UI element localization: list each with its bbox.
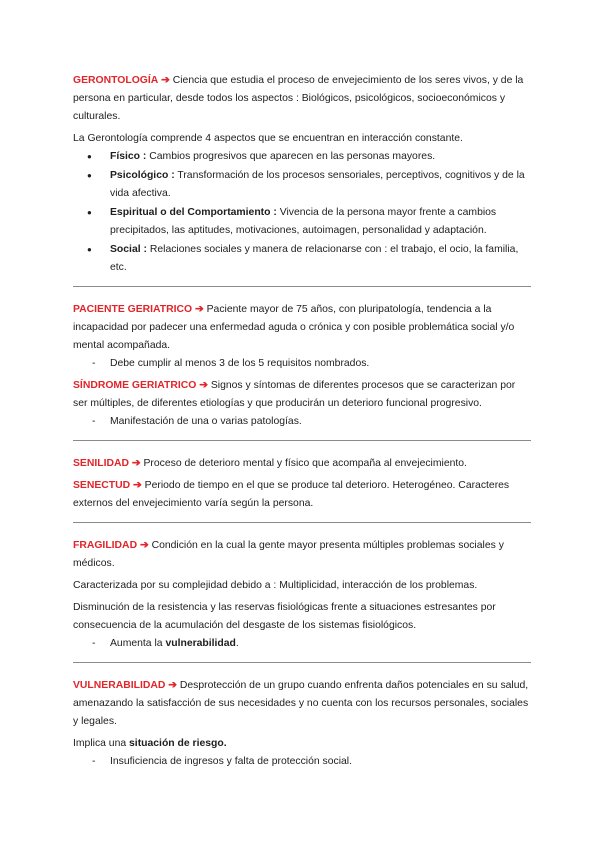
aspects-list xyxy=(73,148,531,277)
arrow-icon: ➔ xyxy=(195,304,204,315)
definition-text: Condición en la cual la gente mayor presenta múltiples problemas sociales y médicos. xyxy=(73,540,504,569)
arrow-icon: ➔ xyxy=(139,540,149,551)
fragilidad-paragraph: Disminución de la resistencia y las reservas fisiológicas frente a situaciones estresantes por consecuencia de la acumulación del desgaste de los sistemas fisiológicos. xyxy=(73,602,496,631)
definition-vulnerabilidad xyxy=(73,677,531,731)
arrow-icon: ➔ xyxy=(161,75,170,86)
arrow-icon: ➔ xyxy=(168,680,177,691)
fragilidad-notes xyxy=(73,635,531,653)
sindrome-notes xyxy=(73,413,531,431)
arrow-icon: ➔ xyxy=(199,380,208,391)
aspect-text: Vivencia de la persona mayor frente a cambios precipitados, las aptitudes, motivaciones, autoimagen, personalidad y adaptación. xyxy=(110,207,497,236)
paciente-notes xyxy=(73,355,531,373)
list-item xyxy=(73,167,531,203)
note-suffix: . xyxy=(235,638,239,649)
aspect-label: Espiritual o del Comportamiento : xyxy=(110,207,277,218)
list-item xyxy=(73,204,531,240)
list-item: - Manifestación de una o varias patologías. xyxy=(73,413,531,431)
term-fragilidad: FRAGILIDAD xyxy=(73,540,138,551)
term-gerontologia: GERONTOLOGÍA xyxy=(73,75,159,86)
implica-prefix: Implica una xyxy=(73,738,130,749)
term-vulnerabilidad: VULNERABILIDAD xyxy=(73,680,166,691)
fragilidad-paragraph: Caracterizada por su complejidad debido a : Multiplicidad, interacción de los problemas. xyxy=(73,580,478,591)
vulnerabilidad-notes xyxy=(73,753,531,771)
section-divider xyxy=(73,440,531,441)
definition-sindrome-geriatrico xyxy=(73,377,531,413)
note-prefix: Aumenta la xyxy=(110,638,166,649)
section-divider xyxy=(73,286,531,287)
list-item: - Debe cumplir al menos 3 de los 5 requisitos nombrados. xyxy=(73,355,531,373)
aspect-label: Social : xyxy=(110,244,147,255)
list-item xyxy=(73,148,531,166)
definition-text: Periodo de tiempo en el que se produce tal deterioro. Heterogéneo. Caracteres externos del envejecimiento varía según la persona. xyxy=(73,480,510,509)
term-senilidad: SENILIDAD xyxy=(73,458,129,469)
arrow-icon: ➔ xyxy=(131,458,141,469)
definition-text: Proceso de deterioro mental y físico que acompaña al envejecimiento. xyxy=(140,458,467,469)
list-item xyxy=(73,635,531,653)
definition-text: Signos y síntomas de diferentes procesos que se caracterizan por ser múltiples, de diferentes etiologías y que producirán un deterioro funcional progresivo. xyxy=(73,380,516,409)
aspect-label: Físico : xyxy=(110,151,147,162)
aspect-text: Transformación de los procesos sensoriales, perceptivos, cognitivos y de la vida afectiva. xyxy=(110,170,525,199)
definition-text: Desprotección de un grupo cuando enfrenta daños potenciales en su salud, amenazando la satisfacción de sus necesidades y no cuenta con los recursos personales, sociales y legales. xyxy=(73,680,529,727)
definition-paciente-geriatrico xyxy=(73,301,531,355)
list-item xyxy=(73,241,531,277)
definition-gerontologia xyxy=(73,72,531,126)
term-senectud: SENECTUD xyxy=(73,480,131,491)
definition-text: Paciente mayor de 75 años, con pluripatología, tendencia a la incapacidad por padecer una enfermedad aguda o crónica y con posible problemática social y/o mental acompañada. xyxy=(73,304,515,351)
aspect-text: Cambios progresivos que aparecen en las personas mayores. xyxy=(146,151,436,162)
document-content xyxy=(73,72,531,771)
term-paciente-geriatrico: PACIENTE GERIATRICO xyxy=(73,304,193,315)
aspect-text: Relaciones sociales y manera de relacionarse con : el trabajo, el ocio, la familia, etc. xyxy=(110,244,519,273)
aspect-label: Psicológico : xyxy=(110,170,175,181)
term-sindrome-geriatrico: SÍNDROME GERIATRICO xyxy=(73,380,197,391)
section-divider xyxy=(73,662,531,663)
section-divider xyxy=(73,522,531,523)
vulnerabilidad-implica xyxy=(73,735,531,753)
arrow-icon: ➔ xyxy=(133,480,142,491)
definition-senilidad xyxy=(73,455,531,473)
gerontologia-intro: La Gerontología comprende 4 aspectos que se encuentran en interacción constante. xyxy=(73,133,463,144)
definition-fragilidad xyxy=(73,537,531,573)
list-item: - Insuficiencia de ingresos y falta de protección social. xyxy=(73,753,531,771)
definition-senectud xyxy=(73,477,531,513)
note-emphasis: vulnerabilidad xyxy=(165,638,236,649)
definition-text: Ciencia que estudia el proceso de envejecimiento de los seres vivos, y de la persona en particular, desde todos los aspectos : Biológicos, psicológicos, socioeconómicos y culturales. xyxy=(73,75,524,122)
implica-emphasis: situación de riesgo. xyxy=(129,738,227,749)
